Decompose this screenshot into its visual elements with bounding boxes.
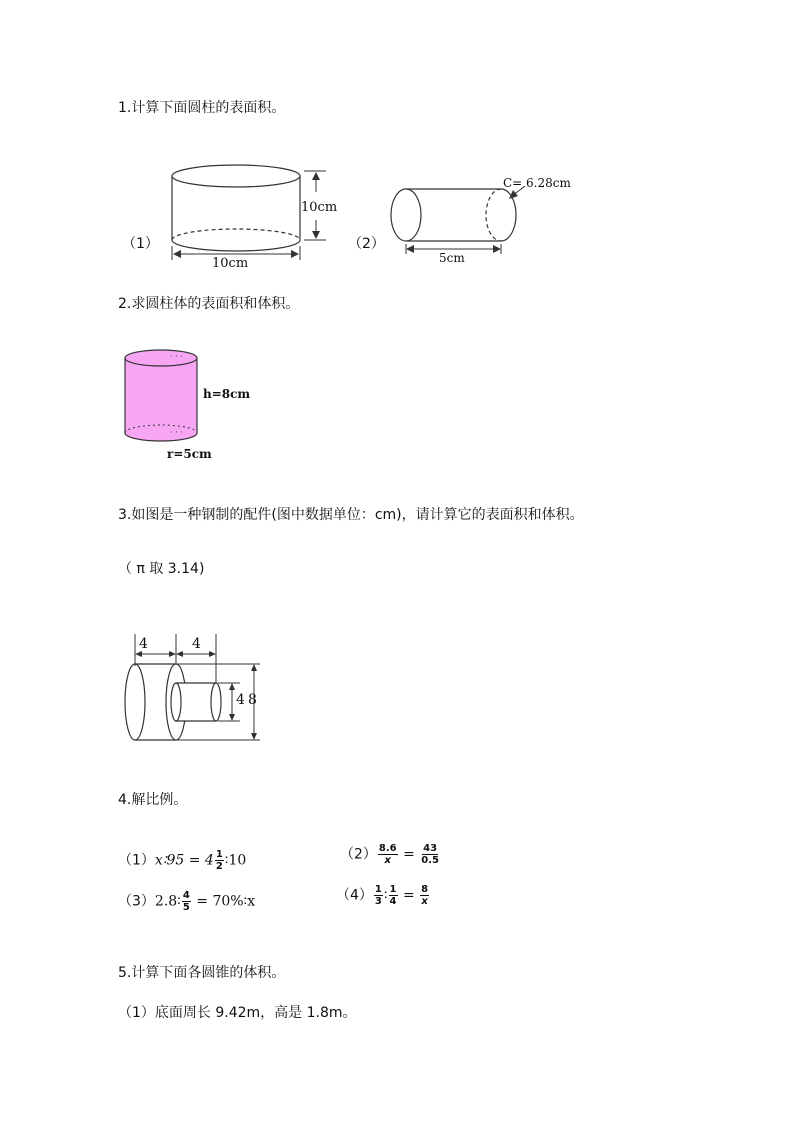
q4-p2-eq: = xyxy=(403,846,415,863)
q1-fig1-label: （1） xyxy=(122,236,159,252)
q4-p4-num-1: 1 xyxy=(374,884,382,895)
q2-radius-label: r=5cm xyxy=(167,447,212,461)
q3-pi-note: （ π 取 3.14) xyxy=(118,561,205,577)
q4-p2 xyxy=(340,843,441,866)
q4-p2-den-2: 0.5 xyxy=(421,855,439,866)
q4-p3-frac-num: 4 xyxy=(182,890,190,901)
q1-title: 1.计算下面圆柱的表面积。 xyxy=(118,100,286,116)
svg-text:· · ·: · · · xyxy=(170,428,183,437)
q3-dim-inner: 4 xyxy=(236,692,245,708)
q4-p1-frac-num: 1 xyxy=(215,849,223,860)
q4-p2-num-2: 43 xyxy=(423,843,438,854)
q4-p4-fraction-3 xyxy=(420,884,429,907)
q5-title: 5.计算下面各圆锥的体积。 xyxy=(118,965,286,981)
q4-p4-num-3: 8 xyxy=(421,884,429,895)
q4-p4-den-3: x xyxy=(421,896,428,907)
q3-dim-outer: 8 xyxy=(248,692,257,708)
q4-p1-lhs: x∶95 = 4 xyxy=(154,852,214,869)
q4-p2-fraction-1 xyxy=(378,843,398,866)
q4-p3 xyxy=(118,890,255,913)
q3-title: 3.如图是一种钢制的配件(图中数据单位：cm)，请计算它的表面积和体积。 xyxy=(118,507,584,523)
q4-p1-rhs: ∶10 xyxy=(224,852,247,869)
q3-dim-left: 4 xyxy=(139,636,148,652)
q4-p1 xyxy=(118,849,246,872)
q4-p1-frac-den: 2 xyxy=(215,861,223,872)
q4-title: 4.解比例。 xyxy=(118,792,188,808)
q4-p4-fraction-2 xyxy=(389,884,398,907)
q4-p2-den-1: x xyxy=(384,855,391,866)
q1-fig1-height-label: 10cm xyxy=(301,200,338,215)
q1-cylinder-figure xyxy=(160,160,380,275)
q2-pink-cylinder-figure xyxy=(118,345,208,445)
q4-p4-num-2: 1 xyxy=(389,884,397,895)
q4-p4-sep: ∶ xyxy=(383,887,388,904)
q4-p4-eq: = xyxy=(402,887,415,904)
q2-height-label: h=8cm xyxy=(203,387,251,401)
q1-fig2-circ-label: C= 6.28cm xyxy=(503,176,571,190)
q1-fig2-label: （2） xyxy=(348,236,385,252)
q4-p4-den-1: 3 xyxy=(374,896,382,907)
q4-p2-label: （2） xyxy=(340,846,377,863)
q4-p4-fraction-1 xyxy=(374,884,383,907)
q5-p1: （1）底面周长 9.42m，高是 1.8m。 xyxy=(118,1005,357,1021)
q4-p1-label: （1） xyxy=(118,852,155,869)
q1-fig2-length-label: 5cm xyxy=(439,251,465,265)
q4-p4 xyxy=(336,884,430,907)
q4-p3-lhs: 2.8∶ xyxy=(154,893,181,910)
q2-title: 2.求圆柱体的表面积和体积。 xyxy=(118,296,300,312)
q4-p3-frac-den: 5 xyxy=(182,902,190,913)
q3-dim-right: 4 xyxy=(192,636,201,652)
q4-p3-label: （3） xyxy=(118,893,155,910)
q4-p3-rhs: = 70%∶x xyxy=(191,893,256,910)
q4-p1-fraction xyxy=(215,849,224,872)
q1-fig1-width-label: 10cm xyxy=(212,256,249,271)
svg-text:· · ·: · · · xyxy=(170,352,183,361)
q4-p2-fraction-2 xyxy=(420,843,440,866)
q4-p4-den-2: 4 xyxy=(389,896,397,907)
q4-p4-label: （4） xyxy=(336,887,373,904)
q4-p3-fraction xyxy=(182,890,191,913)
q4-p2-num-1: 8.6 xyxy=(378,843,397,854)
